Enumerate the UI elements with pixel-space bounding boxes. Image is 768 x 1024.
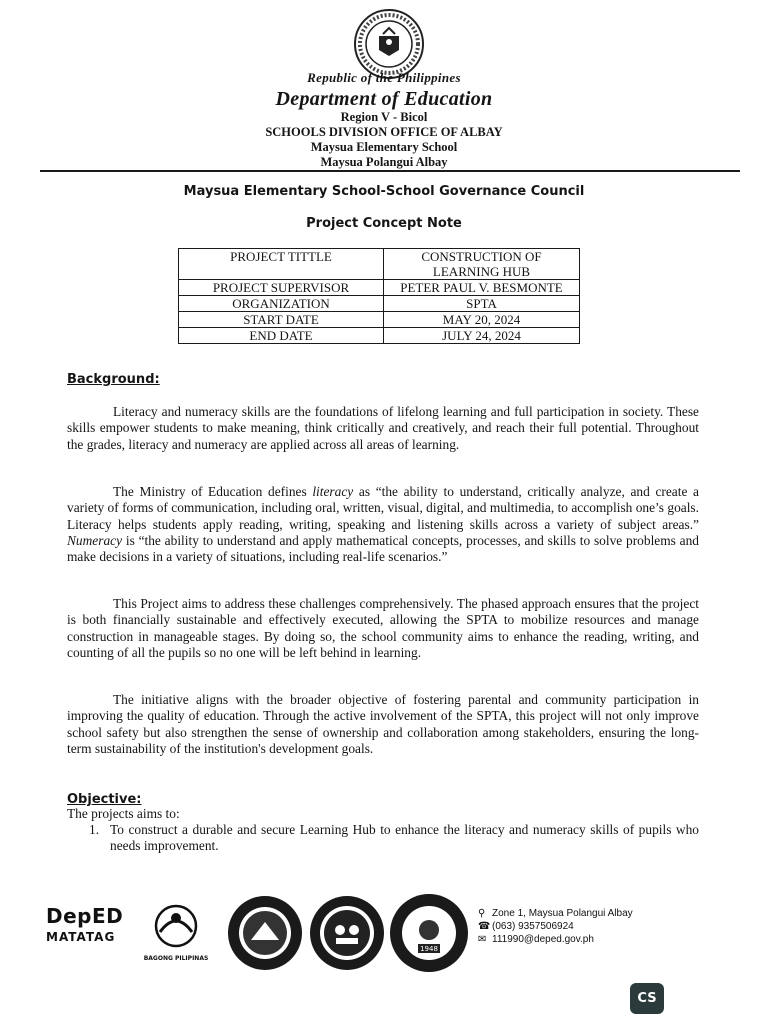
table-value: PETER PAUL V. BESMONTE xyxy=(384,280,580,296)
table-label: END DATE xyxy=(179,328,384,344)
table-value: MAY 20, 2024 xyxy=(384,312,580,328)
concept-note-title: Project Concept Note xyxy=(306,216,462,231)
objective-heading: Objective: xyxy=(67,792,142,807)
objective-intro: The projects aims to: xyxy=(67,806,180,821)
contact-phone xyxy=(478,921,574,932)
council-title: Maysua Elementary School-School Governance Council xyxy=(183,184,585,199)
table-label: ORGANIZATION xyxy=(179,296,384,312)
project-info-table xyxy=(178,248,580,344)
table-label: START DATE xyxy=(179,312,384,328)
table-row xyxy=(179,328,580,344)
table-label: PROJECT SUPERVISOR xyxy=(179,280,384,296)
table-value: SPTA xyxy=(384,296,580,312)
bagong-pilipinas-logo xyxy=(140,902,212,962)
list-item-text: To construct a durable and secure Learning Hub to enhance the literacy and numeracy skills of pupils who needs improvement. xyxy=(110,822,699,854)
p2-text-b: as “the ability to understand, critically analyze, and create a variety of forms of communication, including oral, written, visual, digital, and multimedia, to accomplish one’s goals. Literacy helps students apply reading, writing, speaking and listening skills across a variety of subject areas.” xyxy=(67,484,700,532)
header-location: Maysua Polangui Albay xyxy=(320,155,448,169)
table-value: JULY 24, 2024 xyxy=(384,328,580,344)
deped-logo-text: DepED xyxy=(46,904,124,928)
republic-title: Republic of the Philippines xyxy=(307,70,461,85)
table-label: PROJECT TITTLE xyxy=(179,249,384,280)
bagong-pilipinas-icon xyxy=(140,902,212,950)
p2-text-a: The Ministry of Education defines xyxy=(113,484,313,499)
list-item xyxy=(89,822,699,855)
background-paragraph-1: Literacy and numeracy skills are the foundations of lifelong learning and full participation in society. These skills empower students to make meaning, think critically and creatively, and reach their full potential. Throughout the grades, literacy and numeracy are applied across all areas of learning. xyxy=(67,404,699,452)
header-divider xyxy=(40,170,740,172)
list-item-number: 1. xyxy=(89,822,100,837)
email-text: 111990@deped.gov.ph xyxy=(492,934,594,945)
table-row xyxy=(179,312,580,328)
header-division: SCHOOLS DIVISION OFFICE OF ALBAY xyxy=(265,125,503,139)
p2-literacy: literacy xyxy=(312,484,354,499)
table-row xyxy=(179,249,580,280)
background-heading: Background: xyxy=(67,372,160,387)
phone-icon: ☎ xyxy=(478,921,491,932)
sgc-seal-icon xyxy=(308,894,386,972)
table-row xyxy=(179,296,580,312)
p2-numeracy: Numeracy xyxy=(67,532,123,548)
p2-text-c: is “the ability to understand and apply mathematical concepts, processes, and skills to solve problems and make decisions in a variety of situations, including real-life scenarios.” xyxy=(67,532,699,565)
division-seal-icon xyxy=(226,894,304,972)
bagong-pilipinas-text: BAGONG PILIPINAS xyxy=(143,955,209,962)
camscanner-badge[interactable]: CS xyxy=(630,983,664,1014)
contact-email xyxy=(478,934,594,945)
background-paragraph-3: This Project aims to address these challenges comprehensively. The phased approach ensures that the project is both financially sustainable and effectively executed, allowing the SPTA to mobilize resources and manage construction in manageable stages. By doing so, the school community aims to enhance the reading, writing, and counting of all the pupils so no one will be left behind in learning. xyxy=(67,596,699,660)
table-row xyxy=(179,280,580,296)
address-text: Zone 1, Maysua Polangui Albay xyxy=(492,908,633,919)
email-icon: ✉ xyxy=(478,934,487,945)
school-seal-year: 1948 xyxy=(420,945,438,953)
table-value: CONSTRUCTION OF LEARNING HUB xyxy=(384,249,580,280)
phone-text: (063) 9357506924 xyxy=(492,921,574,932)
department-title: Department of Education xyxy=(275,88,493,110)
background-paragraph-4: The initiative aligns with the broader objective of fostering parental and community participation in improving the quality of education. Through the active involvement of the SPTA, this project will not only improve school safety but also strengthen the sense of ownership and collaboration among stakeholders, ensuring the long-term sustainability of the institution's development goals. xyxy=(67,692,699,756)
background-paragraph-2 xyxy=(67,484,699,565)
header-address-lines xyxy=(0,110,768,170)
school-seal-icon xyxy=(388,892,470,974)
header-region: Region V - Bicol xyxy=(340,110,428,124)
location-pin-icon: ⚲ xyxy=(478,908,486,919)
matatag-logo-text: MATATAG xyxy=(46,930,116,944)
deped-matatag-logo xyxy=(46,904,126,960)
contact-address xyxy=(478,908,633,919)
header-school: Maysua Elementary School xyxy=(310,140,458,154)
